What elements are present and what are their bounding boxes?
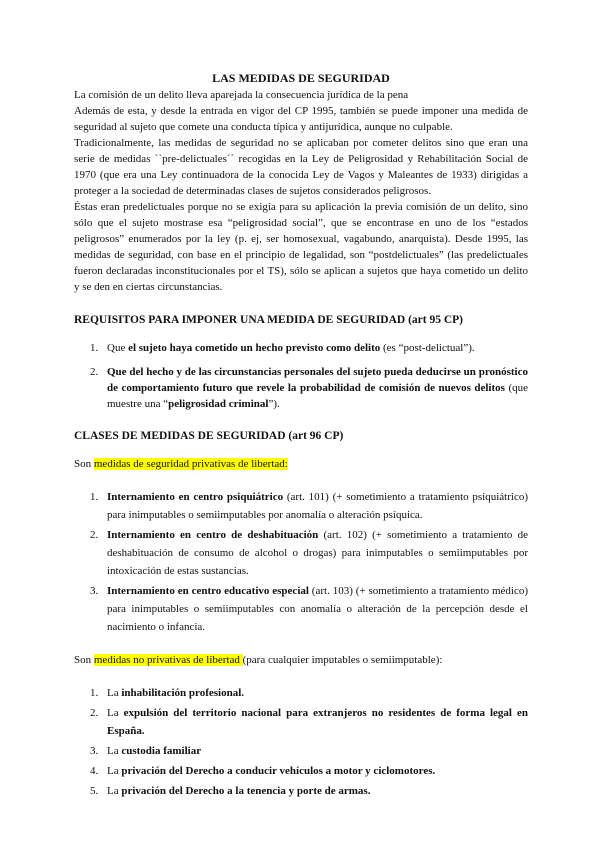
- intro-paragraph-2: Además de esta, y desde la entrada en vigor del CP 1995, también se puede imponer una medida de seguridad al sujeto que comete una conducta típica y antijurídica, aunque no culpable.: [74, 105, 528, 133]
- list-item: [74, 364, 528, 412]
- item-bold-text: Internamiento en centro de deshabituación: [107, 529, 319, 541]
- item-text: La: [107, 707, 124, 719]
- intro-paragraph-1: La comisión de un delito lleva aparejada la consecuencia jurídica de la pena: [74, 89, 409, 101]
- item-bold-text: expulsión del territorio nacional para extranjeros no residentes de forma legal en España.: [107, 707, 528, 737]
- privativas-intro: [74, 456, 528, 472]
- item-text: (es “post-delictual”).: [380, 342, 475, 354]
- item-text: La: [107, 765, 122, 777]
- requisitos-list: [74, 340, 528, 412]
- list-number: 1.: [90, 342, 99, 354]
- item-text: (art. 103) (+ sometimiento a tratamiento médico) para inimputables o semiimputables con anomalía o alteración de la percepción desde el nacimiento o infancia.: [107, 585, 528, 633]
- item-bold-text: peligrosidad criminal: [168, 398, 269, 410]
- item-text: ”).: [268, 398, 280, 410]
- item-text: (art. 101) (+ sometimiento a tratamiento psiquiátrico) para inimputables o semiimputables por anomalía o alteración psíquica.: [107, 491, 528, 521]
- list-number: 3.: [90, 585, 99, 597]
- list-item: [74, 742, 528, 760]
- list-number: 2.: [90, 707, 99, 719]
- intro-text: (para cualquier imputables o semiimputable):: [242, 654, 443, 666]
- item-text: La: [107, 687, 122, 699]
- item-bold-text: Que del hecho y de las circunstancias personales del sujeto pueda deducirse un pronóstico de comportamiento futuro que revele la probabilidad de comisión de nuevos delitos: [107, 366, 528, 394]
- item-bold-text: Internamiento en centro educativo especial: [107, 585, 309, 597]
- document-page: [74, 70, 528, 800]
- list-item: [74, 684, 528, 702]
- list-number: 4.: [90, 765, 99, 777]
- item-text: (art. 102) (+ sometimiento a tratamiento de deshabituación de consumo de alcohol o drogas) para inimputables o semiimputables por intoxicación de estas sustancias.: [107, 529, 528, 577]
- document-title: LAS MEDIDAS DE SEGURIDAD: [212, 71, 390, 85]
- clases-heading: CLASES DE MEDIDAS DE SEGURIDAD (art 96 CP): [74, 430, 344, 442]
- list-item: [74, 488, 528, 524]
- list-item: [74, 340, 528, 356]
- no-privativas-intro: [74, 652, 528, 668]
- list-number: 1.: [90, 687, 99, 699]
- list-number: 2.: [90, 366, 99, 378]
- list-item: [74, 782, 528, 800]
- list-item: [74, 526, 528, 580]
- item-bold-text: privación del Derecho a conducir vehículos a motor y ciclomotores.: [121, 765, 436, 777]
- intro-paragraph-3: Tradicionalmente, las medidas de seguridad no se aplicaban por cometer delitos sino que eran una serie de medidas ``pre-delictuales´´ recogidas en la Ley de Peligrosidad y Rehabilitación Social de 1970 (que era una Ley continuadora de la conocida Ley de Vagos y Maleantes de 1933) dirigidas a proteger a la sociedad de determinadas clases de sujetos considerados peligrosos.: [74, 137, 528, 197]
- list-number: 1.: [90, 491, 99, 503]
- item-bold-text: Internamiento en centro psiquiátrico: [107, 491, 284, 503]
- highlighted-text: medidas no privativas de libertad: [93, 654, 243, 666]
- list-number: 2.: [90, 529, 99, 541]
- list-number: 3.: [90, 745, 99, 757]
- item-bold-text: inhabilitación profesional.: [121, 687, 245, 699]
- item-text: (que muestre una “: [107, 382, 528, 410]
- intro-text: Son: [74, 654, 94, 666]
- intro-text: Son: [74, 458, 94, 470]
- item-bold-text: el sujeto haya cometido un hecho previsto como delito: [128, 342, 381, 354]
- requisitos-heading: REQUISITOS PARA IMPONER UNA MEDIDA DE SEGURIDAD (art 95 CP): [74, 314, 464, 326]
- item-bold-text: custodia familiar: [121, 745, 202, 757]
- intro-paragraph-4: Éstas eran predelictuales porque no se exigía para su aplicación la previa comisión de un delito, sino sólo que el sujeto mostrase esa “peligrosidad social”, que se encontrase en uno de los “estados peligrosos” enumerados por la ley (p. ej, ser homosexual, vagabundo, anarquista). Desde 1995, las medidas de seguridad, con base en el principio de legalidad, son “postdelictuales” (las predelictuales fueron declaradas inconstitucionales por el TS), sólo se aplican a sujetos que haya cometido un delito y se den en ciertas circunstancias.: [74, 201, 528, 293]
- item-text: Que: [107, 342, 129, 354]
- privativas-list: [74, 488, 528, 636]
- item-bold-text: privación del Derecho a la tenencia y porte de armas.: [121, 785, 371, 797]
- item-text: La: [107, 785, 122, 797]
- list-number: 5.: [90, 785, 99, 797]
- highlighted-text: medidas de seguridad privativas de libertad:: [93, 458, 288, 470]
- list-item: [74, 762, 528, 780]
- item-text: La: [107, 745, 122, 757]
- no-privativas-list: [74, 684, 528, 800]
- list-item: [74, 582, 528, 636]
- list-item: [74, 704, 528, 740]
